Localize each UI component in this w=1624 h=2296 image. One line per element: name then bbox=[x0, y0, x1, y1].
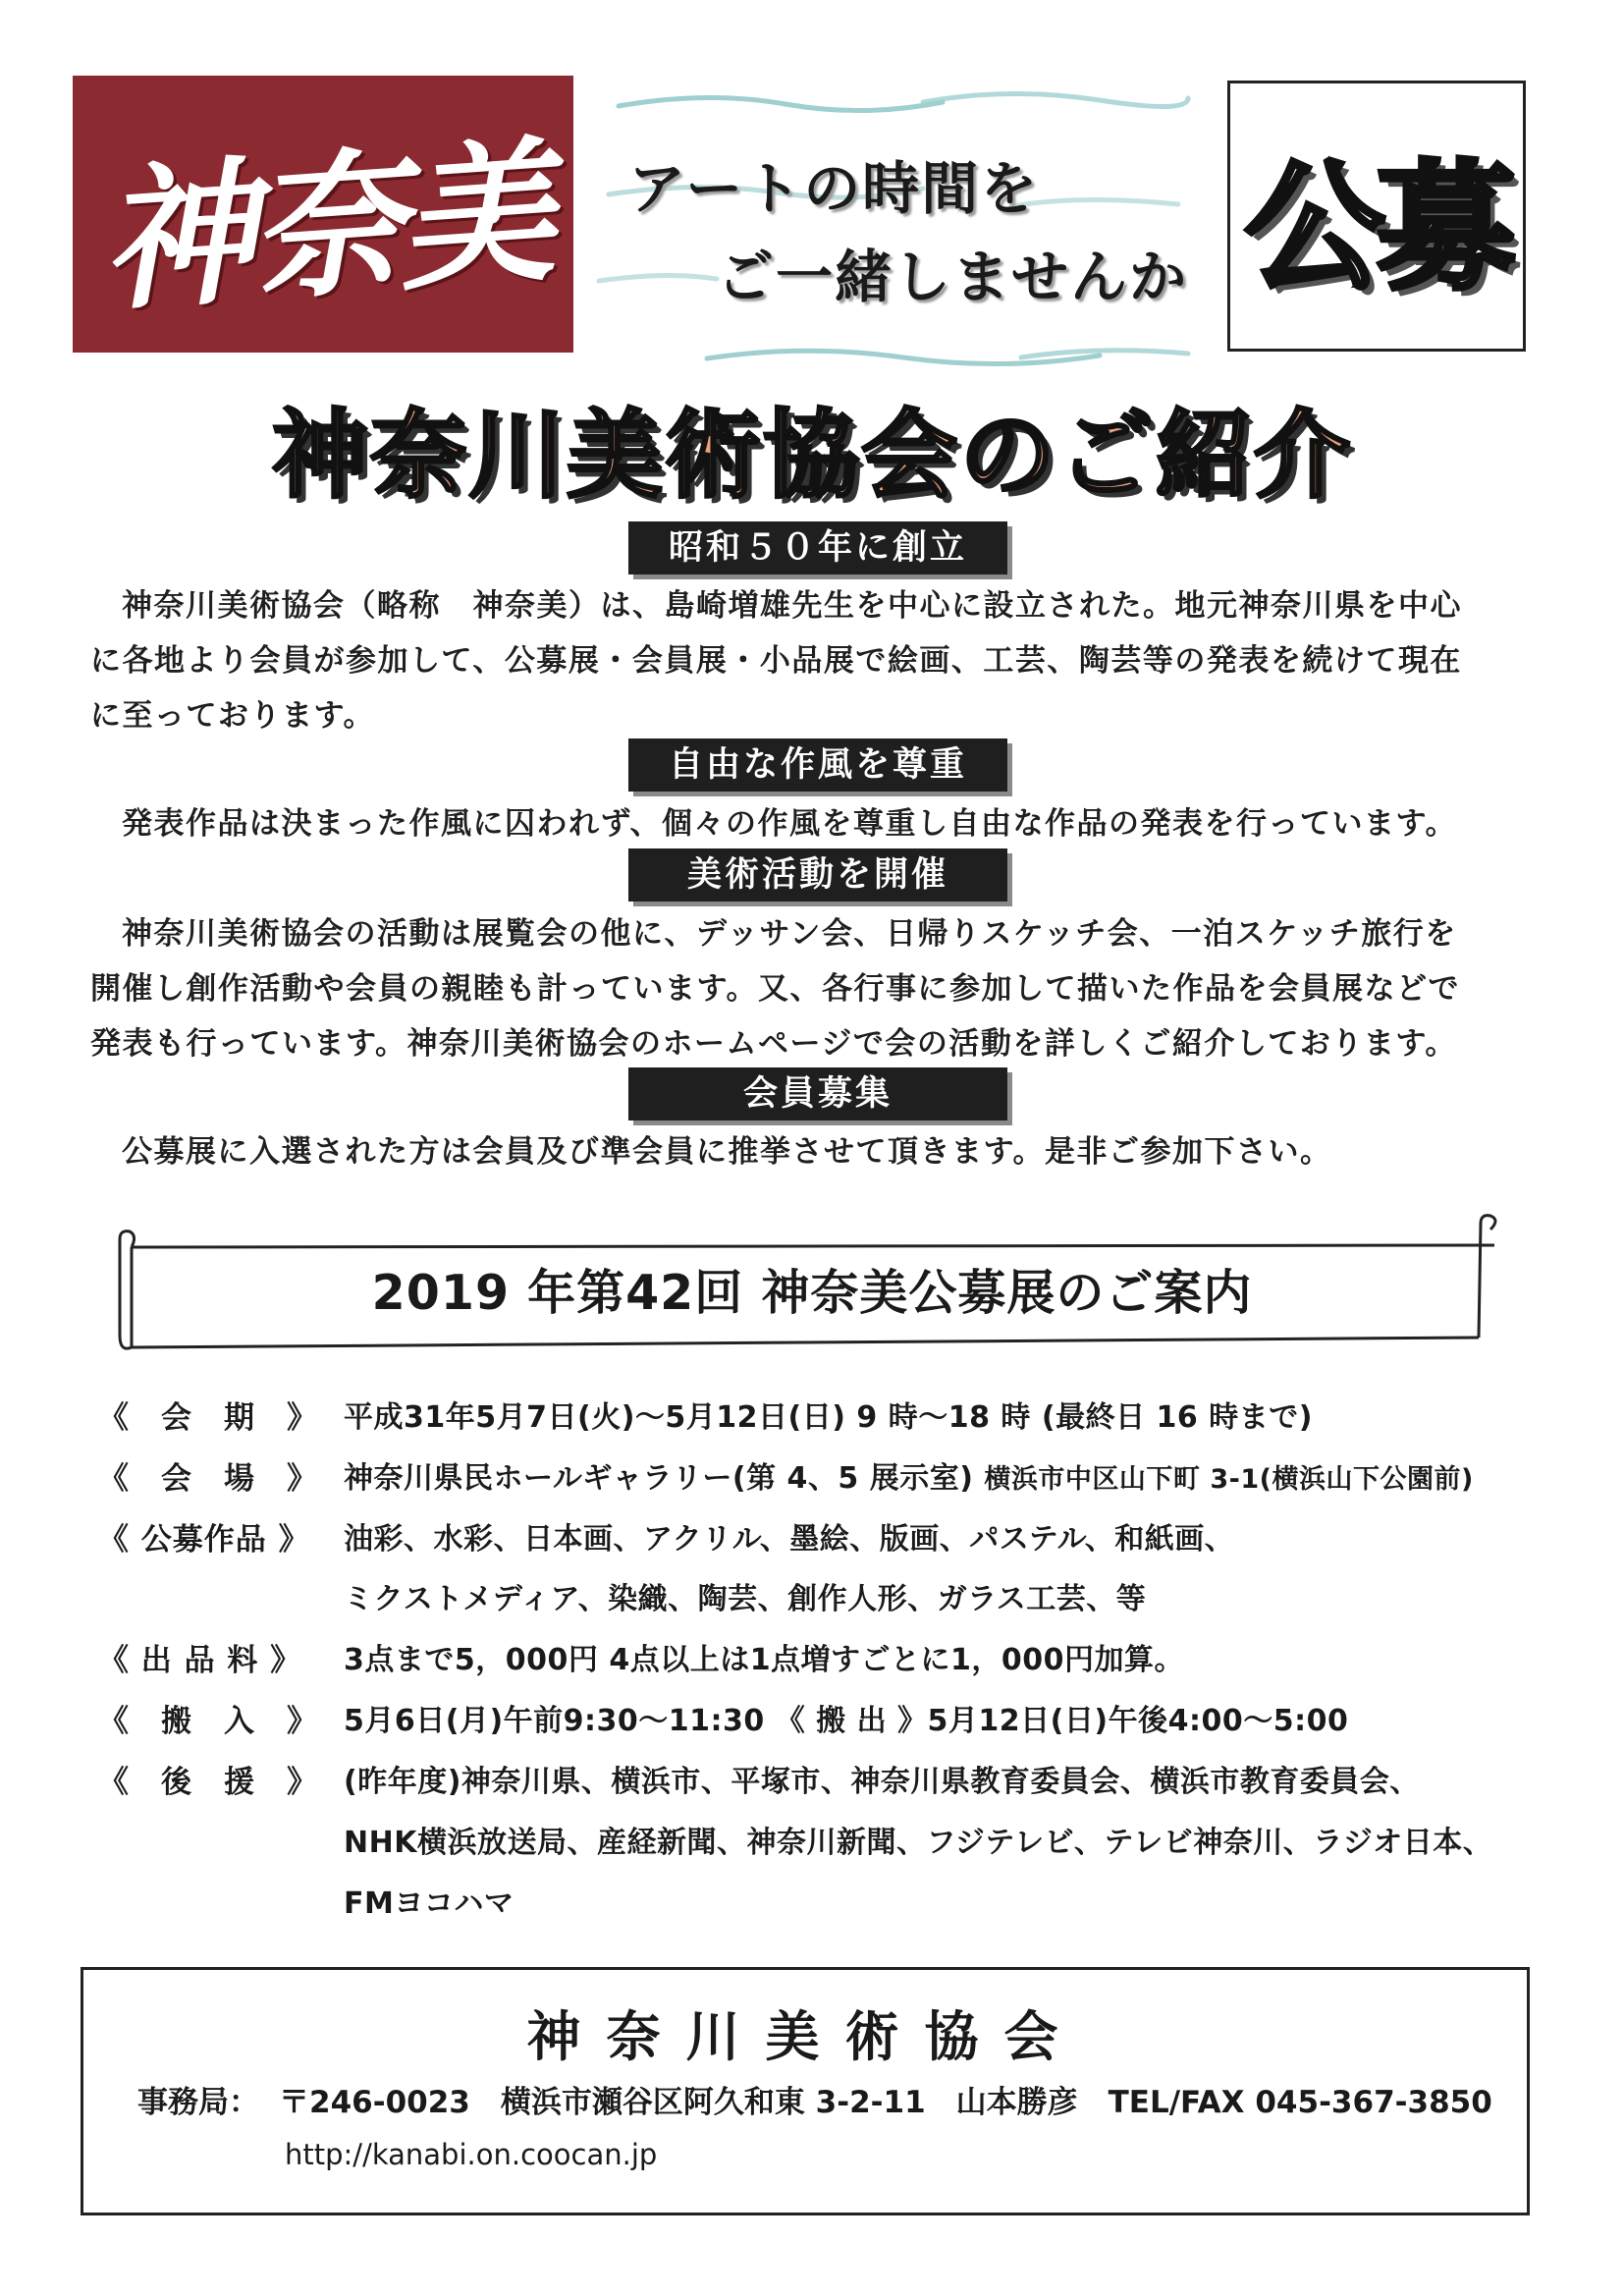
logo-text: 神奈美 bbox=[94, 120, 554, 334]
detail-value-sponsors-line-1: (昨年度)神奈川県、横浜市、平塚市、神奈川県教育委員会、横浜市教育委員会、 bbox=[344, 1765, 1420, 1799]
section-heading-activities: 美術活動を開催 bbox=[628, 848, 1007, 902]
logo-box bbox=[73, 76, 573, 353]
footer-office-info: 〒246-0023 横浜市瀬谷区阿久和東 3-2-11 山本勝彦 TEL/FAX 045-367-3850 bbox=[279, 2085, 1492, 2120]
detail-value-fee: 3点まで5，000円 4点以上は1点増すごとに1，000円加算。 bbox=[344, 1643, 1185, 1677]
detail-value-sponsors-line-3: FMヨコハマ bbox=[344, 1886, 514, 1921]
detail-value-delivery: 5月6日(月)午前9:30～11:30 《 搬 出 》5月12日(日)午後4:00～5:00 bbox=[344, 1704, 1349, 1738]
footer-office bbox=[137, 2077, 1492, 2121]
detail-label-delivery: 《 搬 入 》 bbox=[98, 1704, 318, 1739]
exhibition-title: 2019 年第42回 神奈美公募展のご案内 bbox=[371, 1265, 1253, 1321]
detail-label-period: 《 会 期 》 bbox=[98, 1400, 318, 1436]
koubo-text: 公募 bbox=[1245, 147, 1508, 309]
section-text-membership: 公募展に入選された方は会員及び準会員に推挙させて頂きます。是非ご参加下さい。 bbox=[122, 1134, 1332, 1170]
detail-value-venue-name: 神奈川県民ホールギャラリー(第 4、5 展示室) bbox=[344, 1461, 974, 1496]
section-text-activities-line-2: 開催し創作活動や会員の親睦も計っています。又、各行事に参加して描いた作品を会員展などで bbox=[90, 971, 1461, 1007]
section-text-activities-line-3: 発表も行っています。神奈川美術協会のホームページで会の活動を詳しくご紹介しております。 bbox=[90, 1026, 1457, 1062]
footer-org-name: 神奈川美術協会 bbox=[526, 2005, 1084, 2068]
section-text-activities-line-1: 神奈川美術協会の活動は展覧会の他に、デッサン会、日帰りスケッチ会、一泊スケッチ旅行を bbox=[122, 916, 1457, 952]
detail-label-venue: 《 会 場 》 bbox=[98, 1461, 318, 1497]
detail-label-fee: 《 出 品 料 》 bbox=[98, 1643, 302, 1678]
section-text-founded-line-3: に至っております。 bbox=[90, 698, 376, 734]
tagline-wave-decoration bbox=[589, 79, 1198, 373]
detail-value-categories-line-2: ミクストメディア、染織、陶芸、創作人形、ガラス工芸、等 bbox=[344, 1582, 1147, 1616]
footer-url-link[interactable]: http://kanabi.on.coocan.jp bbox=[285, 2138, 658, 2171]
section-text-free-style: 発表作品は決まった作風に囚われず、個々の作風を尊重し自由な作品の発表を行っています。 bbox=[122, 806, 1458, 842]
detail-value-period: 平成31年5月7日(火)～5月12日(日) 9 時～18 時 (最終日 16 時まで) bbox=[344, 1400, 1313, 1435]
main-title: 神奈川美術協会のご紹介 bbox=[271, 400, 1352, 512]
section-text-founded-line-1: 神奈川美術協会（略称 神奈美）は、島崎増雄先生を中心に設立された。地元神奈川県を中心 bbox=[122, 588, 1462, 624]
detail-value-venue bbox=[344, 1453, 1542, 1497]
detail-value-sponsors-line-2: NHK横浜放送局、産経新聞、神奈川新聞、フジテレビ、テレビ神奈川、ラジオ日本、 bbox=[344, 1826, 1493, 1860]
section-heading-founded: 昭和５０年に創立 bbox=[628, 521, 1007, 574]
tagline-line-1: アートの時間を bbox=[628, 155, 1040, 222]
footer-office-label: 事務局： bbox=[137, 2085, 259, 2120]
koubo-box bbox=[1227, 81, 1526, 352]
detail-value-categories-line-1: 油彩、水彩、日本画、アクリル、墨絵、版画、パステル、和紙画、 bbox=[344, 1522, 1235, 1557]
section-heading-membership: 会員募集 bbox=[628, 1067, 1007, 1121]
section-heading-free-style: 自由な作風を尊重 bbox=[628, 738, 1007, 792]
section-text-founded-line-2: に各地より会員が参加して、公募展・会員展・小品展で絵画、工芸、陶芸等の発表を続けて現在 bbox=[90, 643, 1462, 679]
detail-value-venue-address: 横浜市中区山下町 3-1(横浜山下公園前) bbox=[984, 1464, 1474, 1495]
tagline-line-2: ご一緒しませんか bbox=[717, 244, 1189, 310]
detail-label-sponsors: 《 後 援 》 bbox=[98, 1765, 318, 1800]
detail-label-categories: 《 公募作品 》 bbox=[98, 1522, 310, 1558]
